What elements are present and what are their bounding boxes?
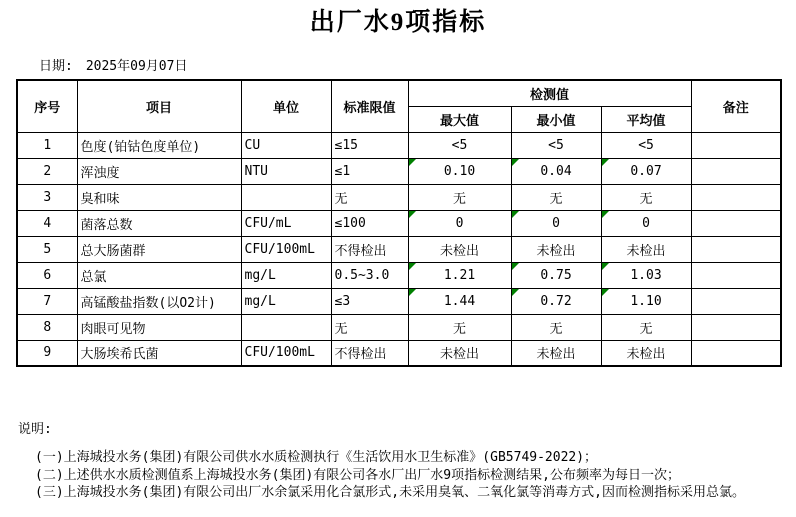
- min-value-cell: 未检出: [511, 340, 601, 366]
- col-header-remark: 备注: [691, 80, 781, 132]
- limit-cell: ≤3: [331, 288, 408, 314]
- unit-cell: CU: [241, 132, 331, 158]
- avg-value-cell: 1.10: [601, 288, 691, 314]
- avg-value-cell: <5: [601, 132, 691, 158]
- seq-cell: 2: [17, 158, 77, 184]
- table-row: [17, 288, 781, 314]
- remark-cell: [691, 262, 781, 288]
- avg-value-cell: 未检出: [601, 340, 691, 366]
- limit-cell: 0.5~3.0: [331, 262, 408, 288]
- remark-cell: [691, 158, 781, 184]
- limit-cell: 无: [331, 314, 408, 340]
- min-value-cell: 0.72: [511, 288, 601, 314]
- remark-cell: [691, 210, 781, 236]
- item-cell: 臭和味: [77, 184, 241, 210]
- max-value-cell: 0.10: [408, 158, 511, 184]
- note-item: (二)上述供水水质检测值系上海城投水务(集团)有限公司各水厂出厂水9项指标检测结果,公布频率为每日一次；: [35, 467, 680, 483]
- min-value-cell: 0.04: [511, 158, 601, 184]
- unit-cell: CFU/100mL: [241, 340, 331, 366]
- avg-value-cell: 无: [601, 184, 691, 210]
- max-value-cell: 未检出: [408, 340, 511, 366]
- item-cell: 浑浊度: [77, 158, 241, 184]
- notes-list: [35, 449, 745, 502]
- item-cell: 大肠埃希氏菌: [77, 340, 241, 366]
- date-label: 日期:: [39, 59, 73, 74]
- header-row-1: [17, 80, 781, 106]
- col-header-avg: 平均值: [601, 106, 691, 132]
- note-item: (三)上海城投水务(集团)有限公司出厂水余氯采用化合氯形式,未采用臭氧、二氧化氯等消毒方式,因而检测指标采用总氯。: [35, 485, 745, 500]
- max-value-cell: 1.44: [408, 288, 511, 314]
- seq-cell: 8: [17, 314, 77, 340]
- avg-value-cell: 0.07: [601, 158, 691, 184]
- remark-cell: [691, 184, 781, 210]
- limit-cell: 不得检出: [331, 236, 408, 262]
- unit-cell: CFU/100mL: [241, 236, 331, 262]
- water-quality-table: [16, 79, 782, 367]
- max-value-cell: 0: [408, 210, 511, 236]
- limit-cell: ≤1: [331, 158, 408, 184]
- col-header-detection: 检测值: [408, 80, 691, 106]
- seq-cell: 9: [17, 340, 77, 366]
- seq-cell: 3: [17, 184, 77, 210]
- table-row: [17, 210, 781, 236]
- table-row: [17, 184, 781, 210]
- min-value-cell: 未检出: [511, 236, 601, 262]
- max-value-cell: 1.21: [408, 262, 511, 288]
- min-value-cell: 无: [511, 184, 601, 210]
- unit-cell: mg/L: [241, 288, 331, 314]
- note-item: (一)上海城投水务(集团)有限公司供水水质检测执行《生活饮用水卫生标准》(GB5749-2022)；: [35, 450, 598, 465]
- limit-cell: ≤100: [331, 210, 408, 236]
- table-row: [17, 132, 781, 158]
- unit-cell: [241, 184, 331, 210]
- limit-cell: ≤15: [331, 132, 408, 158]
- table-row: [17, 314, 781, 340]
- date-value: 2025年09月07日: [85, 59, 188, 74]
- remark-cell: [691, 236, 781, 262]
- remark-cell: [691, 288, 781, 314]
- col-header-min: 最小值: [511, 106, 601, 132]
- min-value-cell: 0.75: [511, 262, 601, 288]
- avg-value-cell: 1.03: [601, 262, 691, 288]
- col-header-seq: 序号: [17, 80, 77, 132]
- avg-value-cell: 未检出: [601, 236, 691, 262]
- seq-cell: 1: [17, 132, 77, 158]
- max-value-cell: 未检出: [408, 236, 511, 262]
- remark-cell: [691, 132, 781, 158]
- table-row: [17, 158, 781, 184]
- limit-cell: 不得检出: [331, 340, 408, 366]
- page-title: 出厂水9项指标: [309, 9, 487, 36]
- unit-cell: CFU/mL: [241, 210, 331, 236]
- item-cell: 色度(铂钴色度单位): [77, 132, 241, 158]
- limit-cell: 无: [331, 184, 408, 210]
- table-row: [17, 262, 781, 288]
- max-value-cell: <5: [408, 132, 511, 158]
- max-value-cell: 无: [408, 314, 511, 340]
- min-value-cell: 0: [511, 210, 601, 236]
- seq-cell: 4: [17, 210, 77, 236]
- remark-cell: [691, 314, 781, 340]
- seq-cell: 5: [17, 236, 77, 262]
- avg-value-cell: 无: [601, 314, 691, 340]
- item-cell: 肉眼可见物: [77, 314, 241, 340]
- item-cell: 高锰酸盐指数(以O2计): [77, 288, 241, 314]
- item-cell: 菌落总数: [77, 210, 241, 236]
- min-value-cell: 无: [511, 314, 601, 340]
- col-header-item: 项目: [77, 80, 241, 132]
- unit-cell: NTU: [241, 158, 331, 184]
- table-row: [17, 340, 781, 366]
- remark-cell: [691, 340, 781, 366]
- col-header-unit: 单位: [241, 80, 331, 132]
- seq-cell: 7: [17, 288, 77, 314]
- item-cell: 总氯: [77, 262, 241, 288]
- report-date: [39, 55, 187, 74]
- max-value-cell: 无: [408, 184, 511, 210]
- col-header-limit: 标准限值: [331, 80, 408, 132]
- avg-value-cell: 0: [601, 210, 691, 236]
- item-cell: 总大肠菌群: [77, 236, 241, 262]
- table-row: [17, 236, 781, 262]
- col-header-max: 最大值: [408, 106, 511, 132]
- unit-cell: mg/L: [241, 262, 331, 288]
- seq-cell: 6: [17, 262, 77, 288]
- unit-cell: [241, 314, 331, 340]
- notes-label: 说明:: [18, 422, 52, 437]
- min-value-cell: <5: [511, 132, 601, 158]
